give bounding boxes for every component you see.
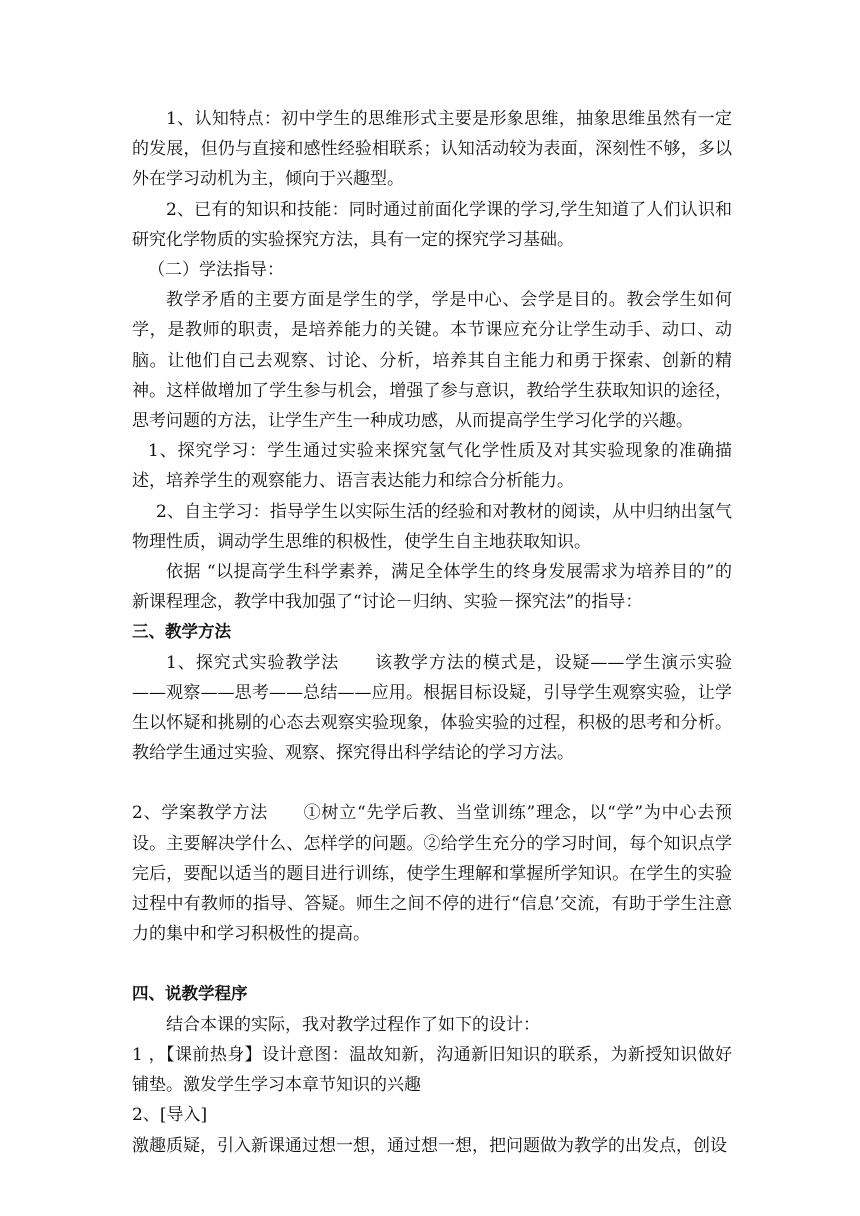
document-body: [132, 104, 732, 1161]
paragraph-study-plan-method: 2、学案教学方法 ①树立“先学后教、当堂训练”理念，以“学”为中心去预设。主要解决学什么、怎样学的问题。②给学生充分的学习时间，每个知识点学完后，要配以适当的题目进行训练，使学生理解和掌握所学知识。在学生的实验过程中有教师的指导、答疑。师生之间不停的进行“信息’交流，有助于学生注意力的集中和学习积极性的提高。: [132, 803, 733, 945]
paragraph-procedure-intro: 结合本课的实际，我对教学过程作了如下的设计：: [166, 1014, 540, 1035]
blank-line: [132, 768, 732, 798]
paragraph-prior-knowledge: 2、已有的知识和技能：同时通过前面化学课的学习,学生知道了人们认识和研究化学物质的实验探究方法，具有一定的探究学习基础。: [132, 199, 732, 250]
paragraph-inquiry-learning: 1、探究学习：学生通过实验来探究氢气化学性质及对其实验现象的准确描述，培养学生的观察能力、语言表达能力和综合分析能力。: [132, 441, 732, 492]
paragraph-inquiry-experiment-method: 1、探究式实验教学法 该教学方法的模式是，设疑——学生演示实验——观察——思考——总结——应用。根据目标设疑，引导学生观察实验，让学生以怀疑和挑剔的心态去观察实验现象，体验实验的过程，积极的思考和分析。教给学生通过实验、观察、探究得出科学结论的学习方法。: [132, 652, 732, 764]
section-heading-teaching-procedure: 四、说教学程序: [132, 984, 248, 1004]
section-heading-learning-method: （二）学法指导：: [148, 260, 284, 281]
paragraph-learning-guidance: 教学矛盾的主要方面是学生的学，学是中心、会学是目的。教会学生如何学，是教师的职责，是培养能力的关键。本节课应充分让学生动手、动口、动脑。让他们自己去观察、讨论、分析，培养其自主能力和勇于探索、创新的精神。这样做增加了学生参与机会，增强了参与意识，教给学生获取知识的途径，思考问题的方法，让学生产生一种成功感，从而提高学生学习化学的兴趣。: [132, 290, 732, 432]
paragraph-introduction-text: 激趣质疑，引入新课通过想一想，通过想一想，把问题做为教学的出发点，创设: [132, 1135, 727, 1156]
paragraph-warm-up: 1 ，【课前热身】设计意图：温故知新，沟通新旧知识的联系，为新授知识做好铺垫。激发学生学习本章节知识的兴趣: [132, 1044, 732, 1096]
section-heading-teaching-methods: 三、教学方法: [132, 622, 231, 642]
paragraph-cognitive-traits: 1、认知特点：初中学生的思维形式主要是形象思维，抽象思维虽然有一定的发展，但仍与直接和感性经验相联系；认知活动较为表面，深刻性不够，多以外在学习动机为主，倾向于兴趣型。: [132, 109, 732, 190]
paragraph-autonomous-learning: 2、自主学习：指导学生以实际生活的经验和对教材的阅读，从中归纳出氢气物理性质，调动学生思维的积极性，使学生自主地获取知识。: [132, 501, 732, 552]
blank-line: [132, 949, 732, 979]
paragraph-introduction-label: 2、[导入]: [132, 1105, 208, 1126]
paragraph-curriculum-concept: 依据 “以提高学生科学素养，满足全体学生的终身发展需求为培养目的”的新课程理念，教学中我加强了“讨论－归纳、实验－探究法”的指导：: [132, 562, 732, 613]
